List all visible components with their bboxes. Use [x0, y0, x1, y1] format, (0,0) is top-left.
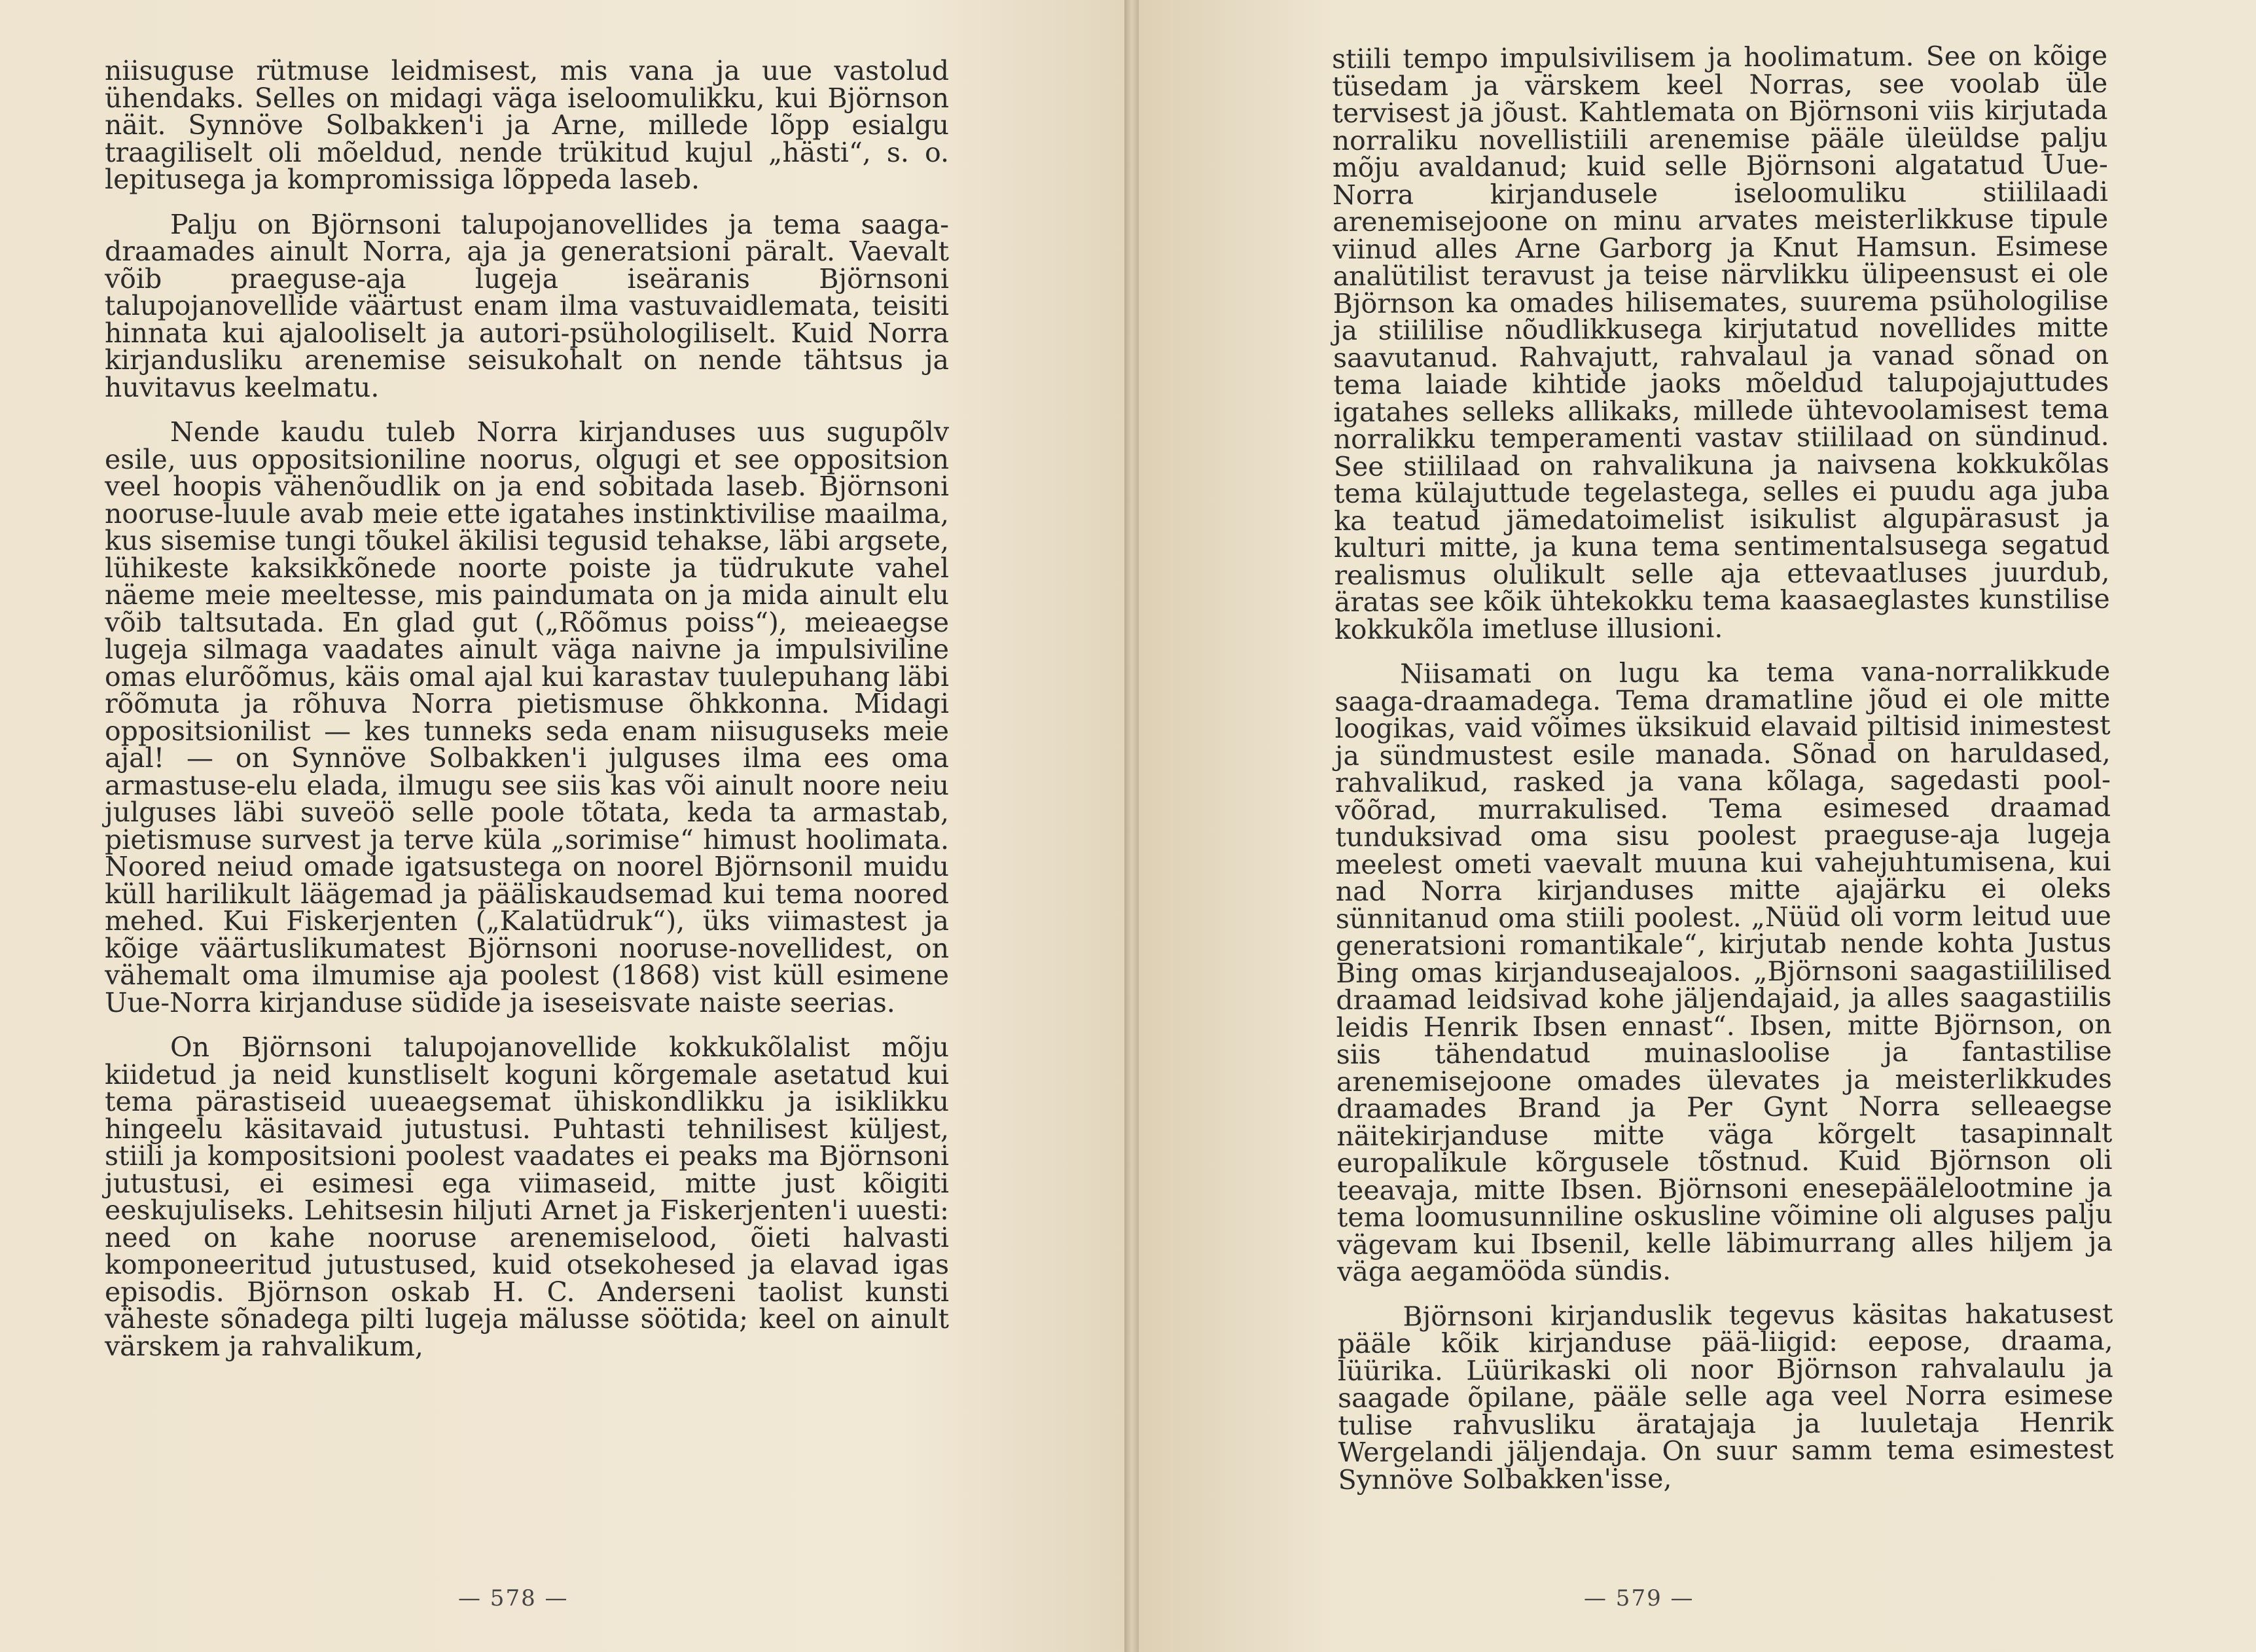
- paragraph: Björnsoni kirjanduslik tegevus käsitas hakatusest pääle kõik kirjanduse pää-liigid: eepose, draama, lüürika. Lüürikaski oli noor Björnson rahvalaulu ja saagade õpilane, pääle selle aga veel Norra esimese tulise rahvusliku äratajaja ja luuletaja Henrik Wergelandi jäljendaja. On suur samm tema esimestest Synnöve Solbakken'isse,: [1337, 1297, 2114, 1496]
- paragraph: stiili tempo impulsivilisem ja hoolimatum. See on kõige tüsedam ja värskem keel Norras, see voolab üle tervisest ja jõust. Kahtlemata on Björnsoni viis kirjutada norraliku novellistiili arenemise pääle üleüldse palju mõju avaldanud; kuid selle Björnsoni algatatud Uue-Norra kirjandusele iseloomuliku stiililaadi arenemisejoone on minu arvates meisterlikkuse tipule viinud alles Arne Garborg ja Knut Hamsun. Esimese analütilist teravust ja teise närvlikku ülipeensust ei ole Björnson ka omades hilisemates, suurema psühologilise ja stiililise nõudlikkusega kirjutatud novellides mitte saavutanud. Rahvajutt, rahvalaul ja vanad sõnad on tema laiade kihtide jaoks mõeldud talupojajuttudes igatahes selleks allikaks, millede ühtevoolamisest tema norralikku temperamenti vastav stiililaad on sündinud. See stiililaad on rahvalikuna ja naivsena kokkukõlas tema külajuttude tegelastega, selles ei puudu aga juba ka teatud jämedatoimelist isikulist algupärasust ja kulturi mitte, ja kuna tema sentimentalsusega segatud realismus olulikult selle aja ettevaatluses juurdub, äratas see kõik ühtekokku tema kaasaeglastes kunstilise kokkukõla imetluse illusioni.: [1331, 39, 2110, 645]
- paragraph: On Björnsoni talupojanovellide kokkukõlalist mõju kiidetud ja neid kunstliselt koguni kõrgemale asetatud kui tema pärastiseid uueaegsemat ühiskondlikku ja isiklikku hingeelu käsitavaid jutustusi. Puhtasti tehnilisest küljest, stiili ja kompositsioni poolest vaadates ei peaks ma Björnsoni jutustusi, ei esimesi ega viimaseid, mitte just kõigiti eeskujuliseks. Lehitsesin hiljuti Arnet ja Fiskerjenten'i uuesti: need on kahe nooruse arenemiselood, õieti halvasti komponeeritud jutustused, kuid otsekohesed ja elavad igas episodis. Björnson oskab H. C. Anderseni taolist kunsti väheste sõnadega pilti lugeja mälusse söötida; keel on ainult värskem ja rahvalikum,: [105, 1032, 949, 1362]
- paragraph: Niisamati on lugu ka tema vana-norralikkude saaga-draamadega. Tema dramatline jõud ei ole mitte loogikas, vaid võimes üksikuid elavaid piltisid inimestest ja sündmustest esile manada. Sõnad on haruldased, rahvalikud, rasked ja vana kõlaga, sagedasti pool-võõrad, murrakulised. Tema esimesed draamad tunduksivad oma sisu poolest praeguse-aja lugeja meelest ometi vaevalt muuna kui vahejuhtumisena, kui nad Norra kirjanduses mitte ajajärku ei oleks sünnitanud oma stiili poolest. „Nüüd oli vorm leitud uue generatsioni romantikale“, kirjutab nende kohta Justus Bing omas kirjanduseajaloos. „Björnsoni saagastiililised draamad leidsivad kohe jäljendajaid, ja alles saagastiilis leidis Henrik Ibsen ennast“. Ibsen, mitte Björnson, on siis tähendatud muinasloolise ja fantastilise arenemisejoone omades ülevates ja meisterlikkudes draamades Brand ja Per Gynt Norra selleaegse näitekirjanduse mitte väga kõrgelt tasapinnalt europalikule kõrgusele tõstnud. Kuid Björnson oli teeavaja, mitte Ibsen. Björnsoni enesepäälelootmine ja tema loomusunniline oskusline võimine oli alguses palju vägevam kui Ibsenil, kelle läbimurrang alles hiljem ja väga aegamööda sündis.: [1334, 655, 2113, 1287]
- page-number: — 579 —: [1584, 1585, 1694, 1611]
- right-page-text: [1331, 39, 2114, 1511]
- paragraph: Nende kaudu tuleb Norra kirjanduses uus sugupõlv esile, uus oppositsioniline noorus, olgugi et see oppositsion veel hoopis vähenõudlik on ja end sobitada laseb. Björnsoni nooruse-luule avab meie ette igatahes instinktivilise maailma, kus sisemise tungi tõukel äkilisi tegusid tehakse, läbi argsete, lühikeste kaksikkõnede noorte poiste ja tüdrukute vahel näeme meie meeltesse, mis paindumata on ja mida ainult elu võib taltsutada. En glad gut („Rõõmus poiss“), meieaegse lugeja silmaga vaadates ainult väga naivne ja impulsiviline omas elurõõmus, käis omal ajal kui karastav tuulepuhang läbi rõõmuta ja rõhuva Norra pietismuse õhkkonna. Midagi oppositsionilist — kes tunneks seda enam niisuguseks meie ajal! — on Synnöve Solbakken'i julguses ilma ees oma armastuse-elu elada, ilmugu see siis kas või ainult noore neiu julguses läbi suveöö selle poole tõtata, keda ta armastab, pietismuse survest ja terve küla „sorimise“ himust hoolimata. Noored neiud omade igatsustega on noorel Björnsonil muidu küll harilikult läägemad ja pääliskaudsemad kui tema noored mehed. Kui Fiskerjenten („Kalatüdruk“), üks viimastest ja kõige väärtuslikumatest Björnsoni nooruse-novellidest, on vähemalt oma ilmumise aja poolest (1868) vist küll esimene Uue-Norra kirjanduse südide ja iseseisvate naiste seerias.: [105, 416, 949, 1018]
- paragraph: niisuguse rütmuse leidmisest, mis vana ja uue vastolud ühendaks. Selles on midagi väga iseloomulikku, kui Björnson näit. Synnöve Solbakken'i ja Arne, millede lõpp esialgu traagiliselt oli mõeldud, nende trükitud kujul „hästi“, s. o. lepitusega ja kompromissiga lõppeda laseb.: [105, 55, 949, 195]
- paragraph: Palju on Björnsoni talupojanovellides ja tema saaga-draamades ainult Norra, aja ja generatsioni päralt. Vaevalt võib praeguse-aja lugeja iseäranis Björnsoni talupojanovellide väärtust enam ilma vastuvaidlemata, teisiti hinnata kui ajalooliselt ja autori-psühologiliselt. Kuid Norra kirjandusliku arenemise seisukohalt on nende tähtsus ja huvitavus keelmatu.: [105, 208, 949, 403]
- page-number: — 578 —: [458, 1585, 569, 1611]
- left-page-text: [105, 55, 949, 1378]
- right-page: [1139, 0, 2256, 1652]
- book-gutter: [1124, 0, 1139, 1652]
- left-page: [0, 0, 1124, 1652]
